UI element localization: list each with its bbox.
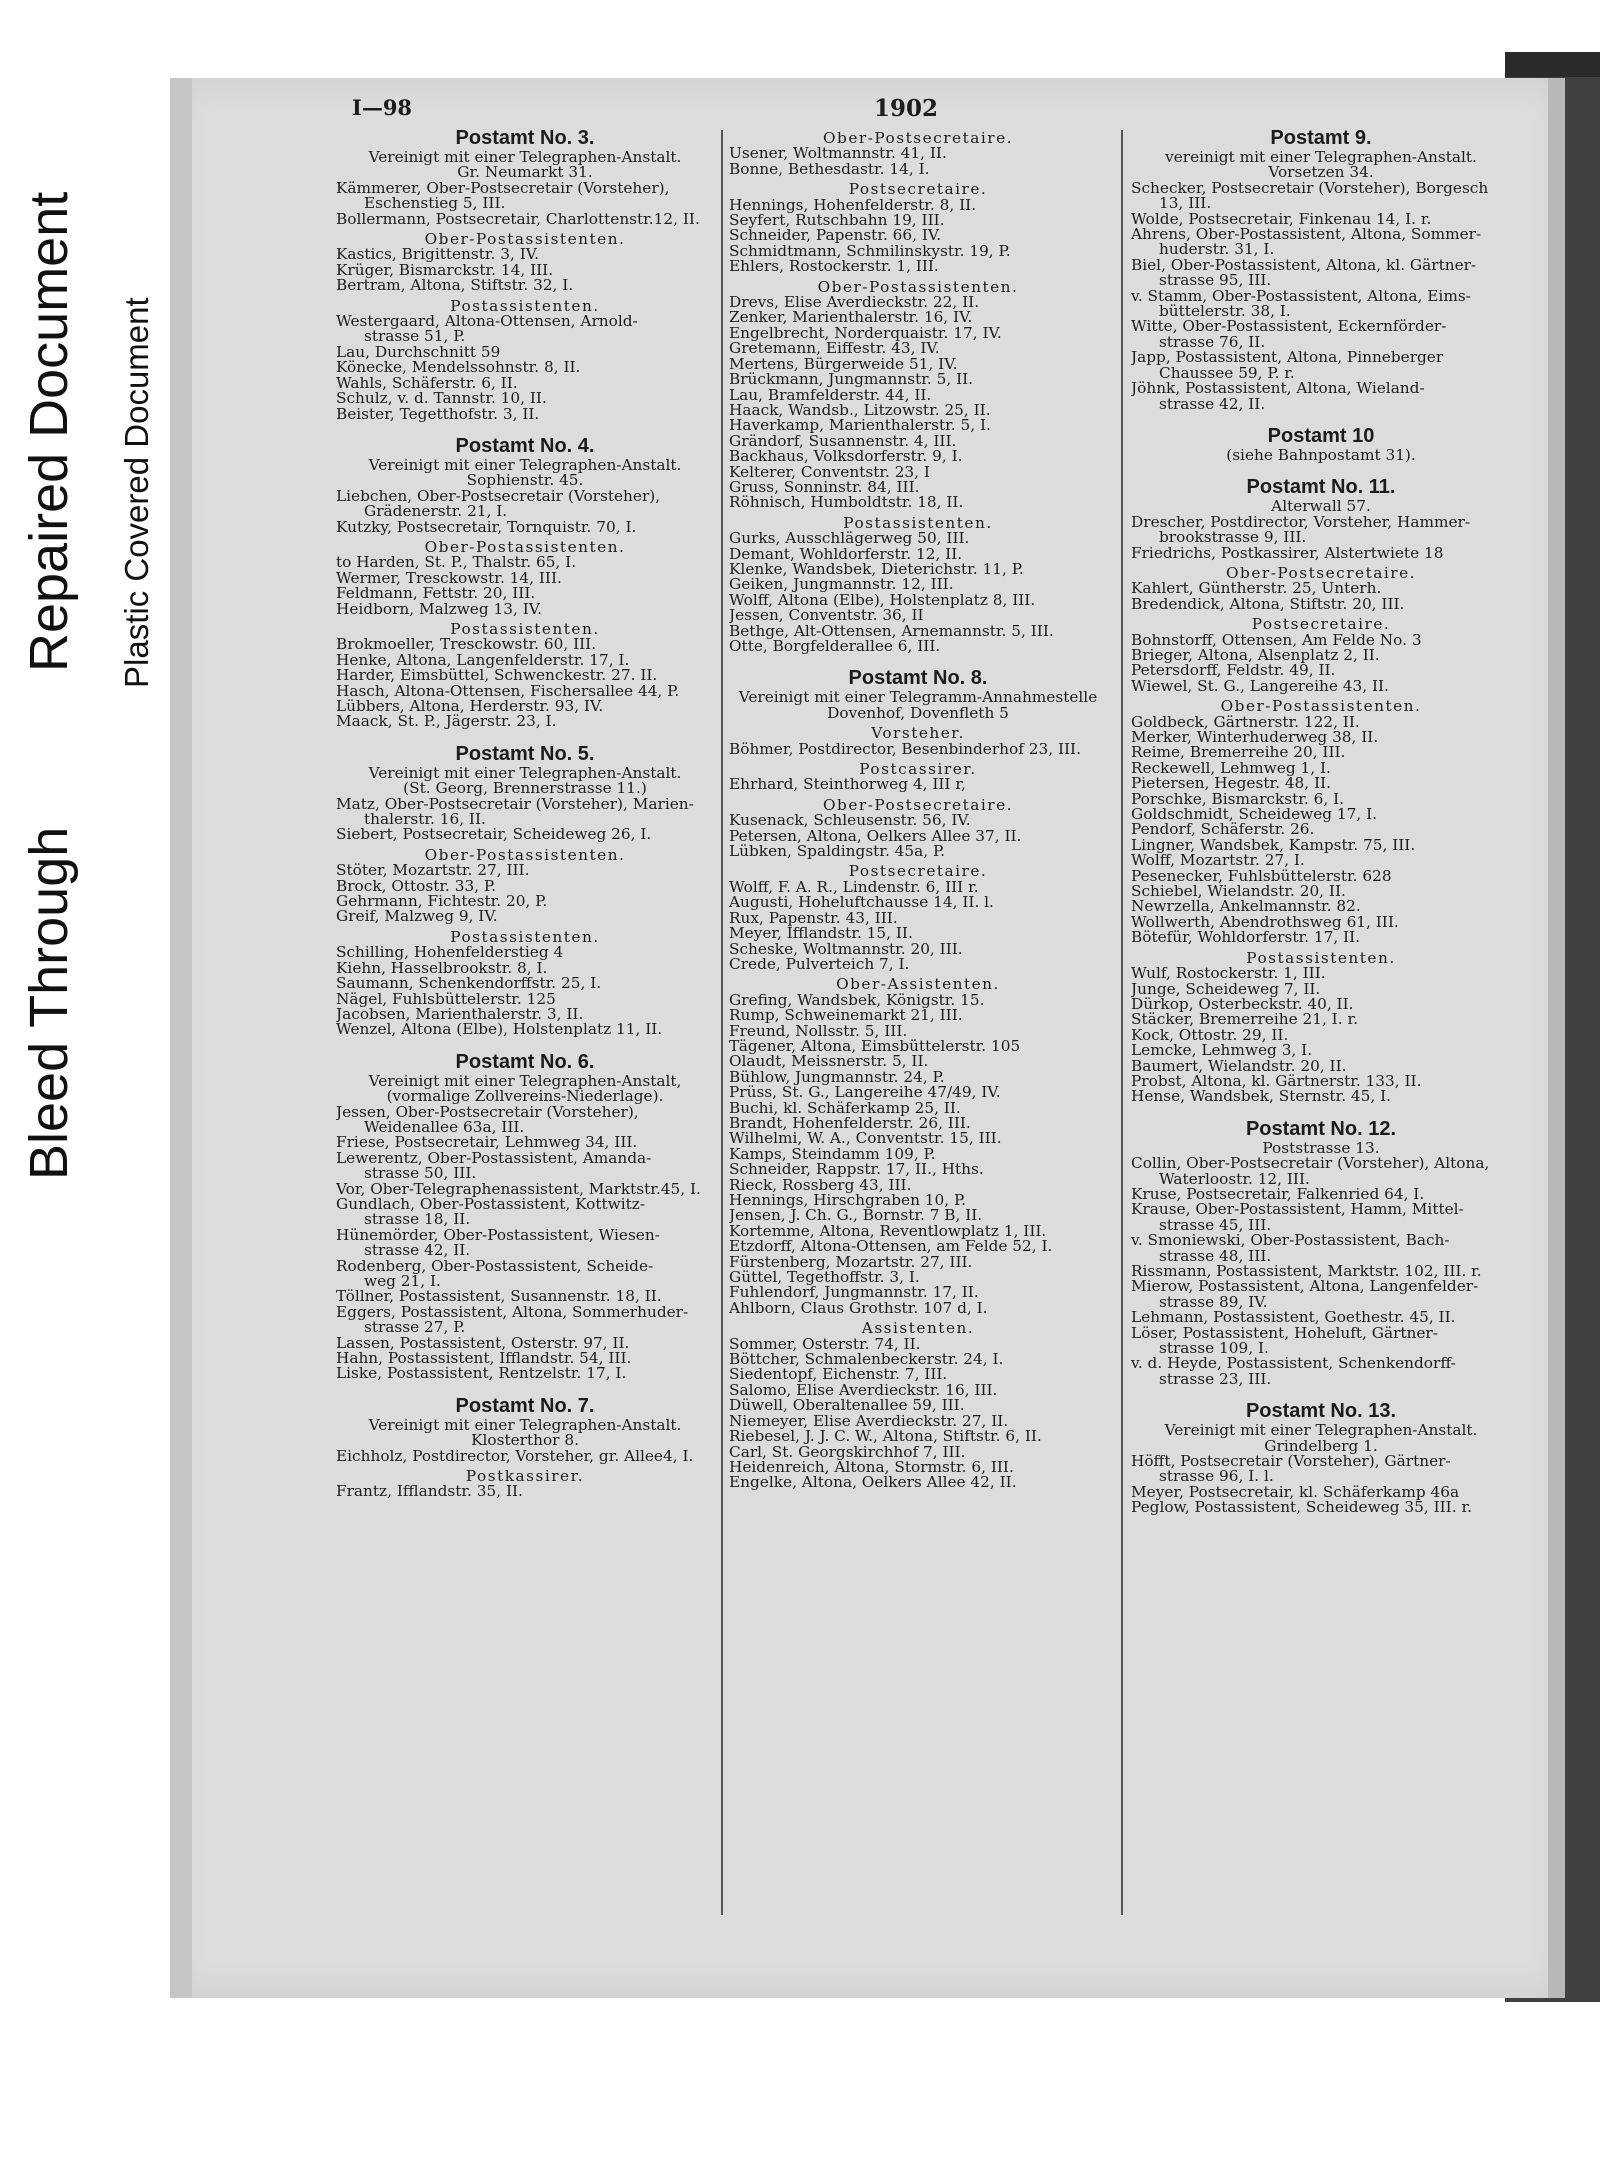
directory-entry: Lingner, Wandsbek, Kampstr. 75, III. [1131, 837, 1416, 854]
directory-entry: Kastics, Brigittenstr. 3, IV. [336, 247, 539, 263]
section-address: Vereinigt mit einer Telegraphen-Anstalt. [368, 1415, 682, 1434]
directory-entry: Nägel, Fuhlsbüttelerstr. 125 [336, 991, 556, 1007]
category-heading: Postsecretaire. [848, 180, 988, 199]
directory-entry: Biel, Ober-Postassistent, Altona, kl. Gärtner- [1131, 257, 1477, 274]
directory-entry: Beister, Tegetthofstr. 3, II. [336, 406, 540, 422]
directory-entry: Jensen, J. Ch. G., Bornstr. 7 B, II. [729, 1208, 983, 1224]
section-address: Klosterthor 8. [471, 1431, 579, 1450]
directory-entry: Ahrens, Ober-Postassistent, Altona, Sommer- [1131, 227, 1482, 243]
category-heading: Postassistenten. [1246, 948, 1396, 967]
entry-continuation: Chaussee 59, P. r. [1159, 365, 1295, 382]
entry-continuation: Eschenstieg 5, III. [364, 196, 506, 212]
directory-entry: Jessen, Conventstr. 36, II [729, 608, 924, 624]
entry-continuation: strasse 45, III. [1159, 1217, 1272, 1234]
directory-entry: Vor, Ober-Telegraphenassistent, Marktstr.45, I. [336, 1181, 701, 1197]
directory-entry: Kutzky, Postsecretair, Tornquistr. 70, I. [336, 519, 637, 535]
directory-entry: Ehlers, Rostockerstr. 1, III. [729, 259, 939, 275]
section-title: Postamt No. 3. [455, 127, 595, 149]
directory-entry: Junge, Scheideweg 7, II. [1131, 981, 1321, 997]
category-heading: Postcassirer. [859, 760, 977, 779]
directory-entry: Maack, St. P., Jägerstr. 23, I. [336, 714, 557, 730]
entry-continuation: Waterloostr. 12, III. [1159, 1171, 1310, 1187]
directory-entry: Schneider, Papenstr. 66, IV. [729, 228, 942, 244]
category-heading: Postassistenten. [450, 296, 600, 315]
entry-continuation: strasse 48, III. [1159, 1248, 1272, 1264]
directory-entry: Tägener, Altona, Eimsbüttelerstr. 105 [729, 1038, 1021, 1055]
category-heading: Vorsteher. [871, 724, 965, 743]
category-heading: Assistenten. [861, 1319, 975, 1338]
directory-entry: v. Stamm, Ober-Postassistent, Altona, Eims- [1131, 288, 1471, 305]
entry-continuation: strasse 76, II. [1159, 334, 1266, 351]
directory-entry: Reime, Bremerreihe 20, III. [1131, 745, 1346, 761]
entry-continuation: büttelerstr. 38, I. [1159, 304, 1291, 320]
category-heading: Ober-Postsecretaire. [823, 795, 1013, 814]
entry-continuation: strasse 96, I. l. [1159, 1469, 1274, 1485]
directory-entry: Henke, Altona, Langenfelderstr. 17, I. [336, 652, 630, 669]
directory-entry: Augusti, Hoheluftchausse 14, II. l. [729, 895, 994, 911]
category-heading: Ober-Postsecretaire. [823, 129, 1013, 147]
directory-entry: Goldbeck, Gärtnerstr. 122, II. [1131, 714, 1360, 730]
directory-entry: Pietersen, Hegestr. 48, II. [1131, 776, 1331, 792]
directory-entry: Bohnstorff, Ottensen, Am Felde No. 3 [1131, 632, 1422, 648]
section-title: Postamt No. 13. [1245, 1400, 1397, 1423]
directory-entry: Siebert, Postsecretair, Scheideweg 26, I. [336, 827, 652, 843]
section-address: Vereinigt mit einer Telegraphen-Anstalt. [368, 148, 682, 166]
page-year: 1902 [874, 95, 939, 122]
directory-entry: Stäcker, Bremerreihe 21, I. r. [1131, 1012, 1358, 1028]
directory-entry: Hahn, Postassistent, Ifflandstr. 54, III. [336, 1351, 632, 1367]
directory-entry: Otte, Borgfelderallee 6, III. [729, 639, 941, 655]
entry-continuation: Grädenerstr. 21, I. [364, 504, 508, 520]
directory-entry: Bertram, Altona, Stiftstr. 32, I. [336, 278, 574, 294]
directory-entry: Lemcke, Lehmweg 3, I. [1131, 1043, 1313, 1059]
entry-continuation: strasse 51, P. [364, 329, 466, 345]
entry-continuation: 13, III. [1159, 196, 1212, 212]
entry-continuation: strasse 27, P. [364, 1320, 466, 1336]
directory-entry: Liebchen, Ober-Postsecretair (Vorsteher), [336, 488, 661, 505]
directory-entry: Bötefür, Wohldorferstr. 17, II. [1131, 930, 1360, 946]
directory-entry: Frantz, Ifflandstr. 35, II. [336, 1484, 523, 1500]
directory-entry: Japp, Postassistent, Altona, Pinneberger [1131, 350, 1444, 366]
directory-entry: Wermer, Tresckowstr. 14, III. [336, 570, 562, 587]
directory-entry: Engelbrecht, Norderquaistr. 17, IV. [729, 325, 1002, 342]
directory-entry: Witte, Ober-Postassistent, Eckernförder- [1131, 319, 1447, 335]
directory-entry: Salomo, Elise Averdieckstr. 16, III. [729, 1382, 998, 1399]
directory-entry: Carl, St. Georgskirchhof 7, III. [729, 1444, 966, 1460]
section-title: Postamt No. 8. [848, 667, 988, 690]
section-address: (St. Georg, Brennerstrasse 11.) [403, 779, 647, 798]
section-title: Postamt 10 [1267, 424, 1375, 447]
directory-entry: Wilhelmi, W. A., Conventstr. 15, III. [729, 1131, 1002, 1147]
directory-entry: Pesenecker, Fuhlsbüttelerstr. 628 [1131, 868, 1392, 885]
category-heading: Postsecretaire. [848, 862, 988, 881]
directory-entry: Wolff, Altona (Elbe), Holstenplatz 8, III. [729, 592, 1036, 609]
directory-entry: Kamps, Steindamm 109, P. [729, 1146, 936, 1163]
directory-entry: Petersen, Altona, Oelkers Allee 37, II. [729, 828, 1022, 845]
column-2 [729, 126, 1107, 1986]
section-address: Sophienstr. 45. [466, 471, 584, 490]
section-title: Postamt 9. [1270, 127, 1372, 149]
directory-entry: Könecke, Mendelssohnstr. 8, II. [336, 360, 581, 376]
category-heading: Ober-Postassistenten. [1220, 697, 1422, 716]
column-3 [1131, 126, 1511, 1986]
directory-entry: Wolde, Postsecretair, Finkenau 14, I. r. [1131, 211, 1432, 228]
directory-entry: Haverkamp, Marienthalerstr. 5, I. [729, 418, 991, 434]
entry-continuation: huderstr. 31, I. [1159, 242, 1275, 258]
section-address: Grindelberg 1. [1264, 1436, 1378, 1455]
directory-entry: Merker, Winterhuderweg 38, II. [1131, 730, 1379, 746]
directory-entry: Grefing, Wandsbek, Königstr. 15. [729, 992, 985, 1009]
directory-entry: Brokmoeller, Tresckowstr. 60, III. [336, 637, 597, 653]
directory-entry: Jacobsen, Marienthalerstr. 3, II. [336, 1006, 584, 1023]
section-address: (vormalige Zollvereins-Niederlage). [386, 1087, 664, 1106]
directory-entry: Pendorf, Schäferstr. 26. [1131, 822, 1315, 838]
directory-entry: Schneider, Rappstr. 17, II., Hths. [729, 1162, 984, 1178]
section-address: Vereinigt mit einer Telegramm-Annahmestelle [738, 688, 1098, 707]
directory-entry: Usener, Woltmannstr. 41, II. [729, 146, 947, 162]
directory-entry: Kahlert, Güntherstr. 25, Unterh. [1131, 581, 1382, 597]
directory-entry: Gretemann, Eiffestr. 43, IV. [729, 341, 940, 357]
label-repaired-document: Repaired Document [19, 191, 79, 672]
directory-entry: Collin, Ober-Postsecretair (Vorsteher), Altona, [1131, 1156, 1490, 1172]
directory-entry: Sommer, Osterstr. 74, II. [729, 1336, 921, 1353]
category-heading: Ober-Postassistenten. [817, 277, 1019, 296]
entry-continuation: strasse 18, II. [364, 1212, 471, 1228]
directory-entry: Bonne, Bethesdastr. 14, I. [729, 161, 930, 178]
directory-entry: Porschke, Bismarckstr. 6, I. [1131, 791, 1344, 808]
section-address: Poststrasse 13. [1262, 1138, 1380, 1157]
directory-entry: Riebesel, J. J. C. W., Altona, Stiftstr. 6, II. [729, 1429, 1042, 1445]
directory-entry: Wahls, Schäferstr. 6, II. [336, 375, 518, 392]
category-heading: Ober-Postassistenten. [424, 537, 626, 556]
directory-entry: Rodenberg, Ober-Postassistent, Scheide- [336, 1258, 654, 1274]
directory-entry: Mertens, Bürgerweide 51, IV. [729, 356, 958, 373]
directory-entry: Buchi, kl. Schäferkamp 25, II. [729, 1100, 961, 1116]
section-title: Postamt No. 5. [455, 742, 595, 765]
column-rule-2 [1121, 130, 1123, 1915]
directory-entry: Friese, Postsecretair, Lehmweg 34, III. [336, 1135, 638, 1151]
directory-entry: Kiehn, Hasselbrookstr. 8, I. [336, 960, 548, 977]
directory-entry: Lübbers, Altona, Herderstr. 93, IV. [336, 699, 604, 715]
section-address: Vereinigt mit einer Telegraphen-Anstalt. [368, 455, 682, 474]
directory-entry: Newrzella, Ankelmannstr. 82. [1131, 899, 1361, 915]
directory-entry: Reckewell, Lehmweg 1, I. [1131, 760, 1331, 777]
entry-continuation: strasse 50, III. [364, 1166, 477, 1182]
directory-entry: Wollwerth, Abendrothsweg 61, III. [1131, 914, 1399, 931]
directory-entry: Schulz, v. d. Tannstr. 10, II. [336, 391, 547, 407]
directory-entry: Niemeyer, Elise Averdieckstr. 27, II. [729, 1413, 1009, 1430]
directory-entry: Schecker, Postsecretair (Vorsteher), Borgesch [1131, 180, 1489, 197]
directory-entry: Fuhlendorf, Jungmannstr. 17, II. [729, 1285, 979, 1301]
directory-entry: Schmidtmann, Schmilinskystr. 19, P. [729, 243, 1011, 260]
directory-entry: Krause, Ober-Postassistent, Hamm, Mittel- [1131, 1202, 1464, 1218]
directory-entry: Bollermann, Postsecretair, Charlottenstr.12, II. [336, 211, 700, 228]
directory-entry: Grändorf, Susannenstr. 4, III. [729, 433, 957, 450]
directory-entry: Friedrichs, Postkassirer, Alstertwiete 18 [1131, 545, 1444, 561]
section-address: Alterwall 57. [1271, 497, 1371, 516]
directory-entry: Drescher, Postdirector, Vorsteher, Hammer- [1131, 514, 1470, 531]
category-heading: Ober-Postassistenten. [424, 845, 626, 864]
entry-continuation: strasse 95, III. [1159, 273, 1272, 289]
entry-continuation: strasse 23, III. [1159, 1371, 1272, 1388]
page-right-shadow [1548, 78, 1565, 1998]
directory-entry: Scheske, Woltmannstr. 20, III. [729, 941, 963, 957]
directory-entry: Hennings, Hohenfelderstr. 8, II. [729, 197, 977, 214]
directory-entry: Hense, Wandsbek, Sternstr. 45, I. [1131, 1089, 1392, 1105]
directory-entry: Wolff, F. A. R., Lindenstr. 6, III r. [729, 879, 979, 896]
directory-entry: Kusenack, Schleusenstr. 56, IV. [729, 813, 971, 829]
directory-entry: Hünemörder, Ober-Postassistent, Wiesen- [336, 1227, 660, 1244]
directory-entry: Probst, Altona, kl. Gärtnerstr. 133, II. [1131, 1073, 1422, 1090]
directory-entry: Backhaus, Volksdorferstr. 9, I. [729, 449, 963, 465]
directory-entry: Höfft, Postsecretair (Vorsteher), Gärtner- [1131, 1454, 1451, 1470]
section-title: Postamt No. 11. [1246, 476, 1396, 499]
directory-entry: Engelke, Altona, Oelkers Allee 42, II. [729, 1475, 1017, 1491]
directory-entry: Feldmann, Fettstr. 20, III. [336, 586, 536, 602]
category-heading: Postassistenten. [843, 513, 993, 532]
directory-entry: Jessen, Ober-Postsecretair (Vorsteher), [336, 1104, 639, 1120]
section-address: Dovenhof, Dovenfleth 5 [827, 703, 1009, 722]
directory-entry: Klenke, Wandsbek, Dieterichstr. 11, P. [729, 561, 1024, 578]
directory-entry: Hasch, Altona-Ottensen, Fischersallee 44, P. [336, 683, 680, 699]
directory-entry: Hennings, Hirschgraben 10, P. [729, 1193, 967, 1209]
section-address: Vereinigt mit einer Telegraphen-Anstalt. [368, 763, 682, 782]
directory-entry: Kortemme, Altona, Reventlowplatz 1, III. [729, 1223, 1047, 1240]
directory-entry: Rux, Papenstr. 43, III. [729, 910, 898, 927]
directory-entry: Harder, Eimsbüttel, Schwenckestr. 27. II. [336, 668, 658, 684]
directory-entry: Röhnisch, Humboldtstr. 18, II. [729, 495, 964, 511]
directory-entry: v. Smoniewski, Ober-Postassistent, Bach- [1131, 1233, 1450, 1249]
directory-entry: Wulf, Rostockerstr. 1, III. [1131, 966, 1326, 982]
directory-entry: Rump, Schweinemarkt 21, III. [729, 1008, 963, 1024]
entry-continuation: strasse 42, II. [364, 1243, 471, 1259]
directory-entry: Schilling, Hohenfelderstieg 4 [336, 945, 564, 961]
directory-entry: Bredendick, Altona, Stiftstr. 20, III. [1131, 596, 1405, 613]
section-address: Vereinigt mit einer Telegraphen-Anstalt. [1164, 1421, 1478, 1440]
directory-entry: Etzdorff, Altona-Ottensen, am Felde 52, I. [729, 1239, 1053, 1255]
section-address: Vorsetzen 34. [1268, 163, 1374, 182]
directory-entry: Gundlach, Ober-Postassistent, Kottwitz- [336, 1196, 645, 1213]
directory-entry: Demant, Wohldorferstr. 12, II. [729, 546, 963, 562]
directory-entry: Brückmann, Jungmannstr. 5, II. [729, 372, 974, 388]
category-heading: Ober-Postassistenten. [424, 230, 626, 249]
category-heading: Ober-Postsecretaire. [1226, 563, 1416, 582]
directory-entry: Lau, Bramfelderstr. 44, II. [729, 387, 932, 403]
directory-entry: Siedentopf, Eichenstr. 7, III. [729, 1367, 948, 1383]
directory-entry: Drevs, Elise Averdieckstr. 22, II. [729, 295, 980, 311]
directory-entry: Stöter, Mozartstr. 27, III. [336, 863, 530, 879]
section-address: vereinigt mit einer Telegraphen-Anstalt. [1165, 148, 1477, 166]
section-address: Gr. Neumarkt 31. [457, 163, 593, 182]
category-heading: Postkassirer. [465, 1467, 585, 1486]
directory-entry: Mierow, Postassistent, Altona, Langenfelder- [1131, 1279, 1479, 1295]
directory-entry: Dürkop, Osterbeckstr. 40, II. [1131, 996, 1354, 1013]
page-number: I—98 [352, 95, 413, 120]
directory-entry: Fürstenberg, Mozartstr. 27, III. [729, 1254, 973, 1271]
directory-entry: Prüss, St. G., Langereihe 47/49, IV. [729, 1085, 1001, 1101]
directory-entry: Lübken, Spaldingstr. 45a, P. [729, 844, 946, 860]
directory-entry: Wenzel, Altona (Elbe), Holstenplatz 11, II. [336, 1022, 663, 1038]
category-heading: Postsecretaire. [1251, 615, 1391, 634]
directory-entry: Lassen, Postassistent, Osterstr. 97, II. [336, 1335, 630, 1352]
directory-entry: Gruss, Sonninstr. 84, III. [729, 479, 920, 496]
directory-entry: Heidenreich, Altona, Stormstr. 6, III. [729, 1459, 1014, 1476]
column-rule-1 [721, 130, 723, 1915]
directory-entry: Petersdorff, Feldstr. 49, II. [1131, 663, 1336, 679]
entry-continuation: strasse 89, IV. [1159, 1294, 1268, 1311]
directory-entry: Kelterer, Conventstr. 23, I [729, 464, 930, 480]
directory-entry: Seyfert, Rutschbahn 19, III. [729, 213, 945, 229]
directory-entry: Bethge, Alt-Ottensen, Arnemannstr. 5, III. [729, 623, 1054, 639]
entry-continuation: thalerstr. 16, II. [364, 812, 486, 828]
directory-entry: Brock, Ottostr. 33, P. [336, 878, 496, 895]
directory-entry: Lewerentz, Ober-Postassistent, Amanda- [336, 1150, 652, 1167]
section-title: Postamt No. 7. [455, 1394, 595, 1417]
category-heading: Ober-Assistenten. [836, 975, 1000, 994]
directory-entry: Düwell, Oberaltenallee 59, III. [729, 1398, 965, 1414]
directory-entry: Kruse, Postsecretair, Falkenried 64, I. [1131, 1186, 1425, 1203]
directory-entry: to Harden, St. P., Thalstr. 65, I. [336, 555, 577, 571]
directory-entry: Baumert, Wielandstr. 20, II. [1131, 1058, 1347, 1074]
directory-entry: Heidborn, Malzweg 13, IV. [336, 601, 542, 617]
column-1 [336, 126, 714, 1986]
section-title: Postamt No. 6. [455, 1050, 595, 1073]
directory-entry: Geiken, Jungmannstr. 12, III. [729, 577, 954, 593]
section-address: (siehe Bahnpostamt 31). [1226, 445, 1416, 464]
directory-entry: Ahlborn, Claus Grothstr. 107 d, I. [729, 1300, 988, 1317]
directory-entry: Brandt, Hohenfelderstr. 26, III. [729, 1115, 971, 1132]
directory-entry: Greif, Malzweg 9, IV. [336, 909, 498, 925]
directory-entry: Meyer, Ifflandstr. 15, II. [729, 926, 913, 942]
directory-entry: Gurks, Ausschlägerweg 50, III. [729, 531, 970, 547]
directory-entry: Peglow, Postassistent, Scheideweg 35, III. r. [1131, 1500, 1472, 1516]
directory-entry: Rissmann, Postassistent, Marktstr. 102, III. r. [1131, 1264, 1482, 1280]
category-heading: Postassistenten. [450, 619, 600, 638]
dark-background-tab [1505, 52, 1600, 77]
directory-entry: Wolff, Mozartstr. 27, I. [1131, 853, 1305, 869]
directory-entry: Meyer, Postsecretair, kl. Schäferkamp 46a [1131, 1484, 1460, 1501]
directory-entry: Bühlow, Jungmannstr. 24, P. [729, 1069, 945, 1086]
entry-continuation: strasse 109, I. [1159, 1341, 1269, 1357]
directory-entry: Kämmerer, Ober-Postsecretair (Vorsteher), [336, 180, 670, 197]
directory-entry: Güttel, Tegethoffstr. 3, I. [729, 1270, 920, 1286]
directory-entry: Gehrmann, Fichtestr. 20, P. [336, 894, 548, 910]
category-heading: Postassistenten. [450, 927, 600, 946]
directory-entry: Töllner, Postassistent, Susannenstr. 18, II. [336, 1289, 662, 1305]
directory-entry: Lau, Durchschnitt 59 [336, 344, 501, 361]
directory-entry: Liske, Postassistent, Rentzelstr. 17, I. [336, 1366, 627, 1382]
directory-entry: Ehrhard, Steinthorweg 4, III r, [729, 777, 966, 793]
directory-entry: Lehmann, Postassistent, Goethestr. 45, II. [1131, 1310, 1456, 1326]
directory-entry: Olaudt, Meissnerstr. 5, II. [729, 1054, 929, 1070]
section-title: Postamt No. 12. [1245, 1117, 1397, 1140]
directory-entry: Matz, Ober-Postsecretair (Vorsteher), Marien- [336, 796, 694, 813]
directory-entry: Haack, Wandsb., Litzowstr. 25, II. [729, 402, 991, 419]
page-binding-edge [170, 78, 192, 1998]
directory-entry: Goldschmidt, Scheideweg 17, I. [1131, 807, 1378, 823]
directory-entry: Wiewel, St. G., Langereihe 43, II. [1131, 678, 1389, 695]
directory-entry: Böhmer, Postdirector, Besenbinderhof 23, III. [729, 741, 1081, 758]
directory-entry: Krüger, Bismarckstr. 14, III. [336, 262, 554, 279]
directory-entry: Saumann, Schenkendorffstr. 25, I. [336, 976, 602, 992]
section-address: Vereinigt mit einer Telegraphen-Anstalt, [368, 1071, 682, 1090]
directory-entry: Eggers, Postassistent, Altona, Sommerhuder- [336, 1304, 689, 1321]
section-title: Postamt No. 4. [455, 434, 595, 457]
entry-continuation: brookstrasse 9, III. [1159, 530, 1307, 546]
directory-entry: Brieger, Altona, Alsenplatz 2, II. [1131, 647, 1380, 664]
entry-continuation: Weidenallee 63a, III. [364, 1119, 525, 1136]
entry-continuation: strasse 42, II. [1159, 396, 1266, 412]
directory-entry: Jöhnk, Postassistent, Altona, Wieland- [1131, 381, 1425, 397]
label-bleed-through: Bleed Through [19, 826, 79, 1180]
directory-entry: Westergaard, Altona-Ottensen, Arnold- [336, 314, 638, 330]
label-plastic-covered-document: Plastic Covered Document [118, 297, 155, 688]
directory-entry: Freund, Nollsstr. 5, III. [729, 1023, 908, 1039]
directory-entry: Böttcher, Schmalenbeckerstr. 24, I. [729, 1352, 1004, 1368]
directory-entry: Kock, Ottostr. 29, II. [1131, 1027, 1289, 1044]
directory-entry: Eichholz, Postdirector, Vorsteher, gr. Allee4, I. [336, 1448, 694, 1465]
directory-entry: Rieck, Rossberg 43, III. [729, 1177, 912, 1193]
directory-entry: Schiebel, Wielandstr. 20, II. [1131, 884, 1346, 900]
directory-entry: v. d. Heyde, Postassistent, Schenkendorff- [1131, 1356, 1456, 1372]
directory-entry: Zenker, Marienthalerstr. 16, IV. [729, 310, 973, 326]
directory-entry: Löser, Postassistent, Hoheluft, Gärtner- [1131, 1325, 1438, 1342]
entry-continuation: weg 21, I. [364, 1274, 441, 1290]
directory-entry: Crede, Pulverteich 7, I. [729, 956, 910, 973]
